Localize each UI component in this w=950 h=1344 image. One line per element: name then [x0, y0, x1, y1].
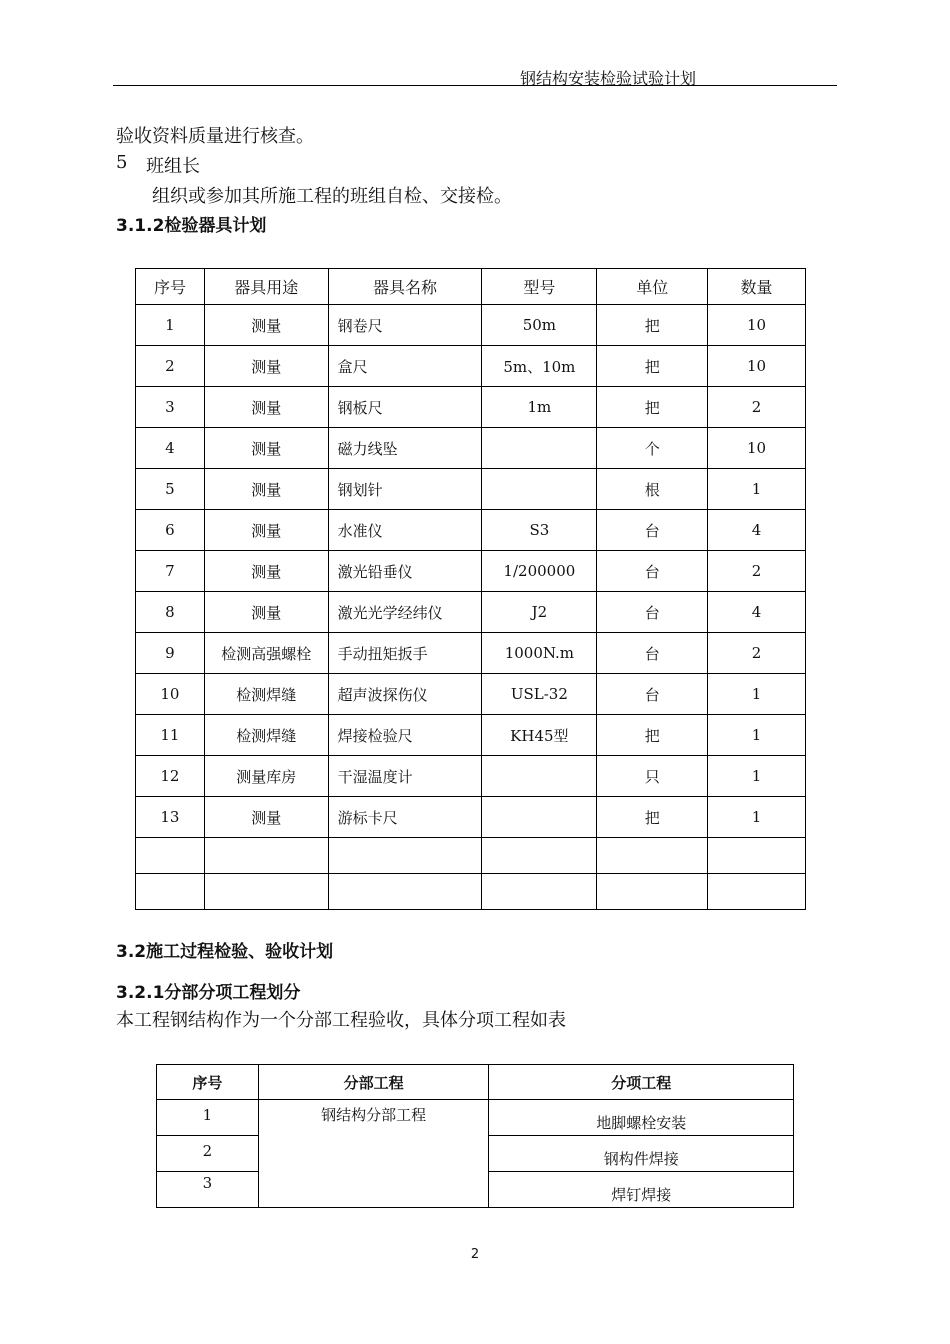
table-row: [136, 633, 806, 674]
row-number: 9: [136, 633, 205, 674]
empty-cell: [482, 838, 597, 874]
row-number: 6: [136, 510, 205, 551]
tool-purpose: 测量: [204, 469, 328, 510]
sub-item-name: 焊钉焊接: [489, 1172, 794, 1208]
tool-purpose: 测量: [204, 510, 328, 551]
tools-table: [135, 268, 806, 910]
tool-model: 5m、10m: [482, 346, 597, 387]
tool-unit: 台: [597, 674, 708, 715]
tool-name: 盒尺: [328, 346, 482, 387]
header-divider: [113, 85, 837, 86]
table-row: [136, 551, 806, 592]
empty-cell: [597, 838, 708, 874]
section-3-2-1-text: 本工程钢结构作为一个分部工程验收，具体分项工程如表: [116, 1010, 566, 1031]
row-number: 1: [157, 1100, 259, 1136]
table-row: [136, 797, 806, 838]
tool-name: 磁力线坠: [328, 428, 482, 469]
tool-model: [482, 428, 597, 469]
row-number: 12: [136, 756, 205, 797]
section-3-2-1-heading: 3.2.1分部分项工程划分: [116, 983, 301, 1003]
tool-purpose: 测量库房: [204, 756, 328, 797]
tool-unit: 台: [597, 551, 708, 592]
empty-cell: [328, 838, 482, 874]
tool-model: 1000N.m: [482, 633, 597, 674]
tool-unit: 台: [597, 592, 708, 633]
row-number: 5: [136, 469, 205, 510]
header-cell: 分项工程: [489, 1065, 794, 1100]
page-header-title: 钢结构安装检验试验计划: [520, 69, 697, 88]
empty-cell: [204, 838, 328, 874]
tool-unit: 台: [597, 633, 708, 674]
tool-unit: 根: [597, 469, 708, 510]
tool-quantity: 2: [708, 387, 806, 428]
tool-name: 激光光学经纬仪: [328, 592, 482, 633]
table-row: [136, 715, 806, 756]
tool-purpose: 检测焊缝: [204, 674, 328, 715]
header-cell: 数量: [708, 269, 806, 305]
item-5-description: 组织或参加其所施工程的班组自检、交接检。: [152, 186, 512, 207]
tool-model: 1/200000: [482, 551, 597, 592]
tool-quantity: 10: [708, 305, 806, 346]
row-number: 10: [136, 674, 205, 715]
tool-purpose: 检测焊缝: [204, 715, 328, 756]
empty-cell: [482, 874, 597, 910]
tools-table-header-row: [136, 269, 806, 305]
row-number: 1: [136, 305, 205, 346]
table-row: [136, 469, 806, 510]
empty-cell: [708, 838, 806, 874]
table-row: [136, 756, 806, 797]
tool-model: S3: [482, 510, 597, 551]
table-row: [136, 346, 806, 387]
tool-model: J2: [482, 592, 597, 633]
section-3-1-2-heading: 3.1.2检验器具计划: [116, 216, 267, 236]
header-cell: 分部工程: [258, 1065, 489, 1100]
tool-name: 激光铅垂仪: [328, 551, 482, 592]
tool-quantity: 1: [708, 797, 806, 838]
row-number: 2: [157, 1136, 259, 1172]
tool-unit: 把: [597, 387, 708, 428]
tool-model: KH45型: [482, 715, 597, 756]
tool-quantity: 1: [708, 756, 806, 797]
page-number: 2: [470, 1247, 480, 1262]
tool-name: 焊接检验尺: [328, 715, 482, 756]
table-row: [157, 1100, 794, 1136]
tool-unit: 把: [597, 305, 708, 346]
header-cell: 器具用途: [204, 269, 328, 305]
tool-name: 超声波探伤仪: [328, 674, 482, 715]
body-line-1: 验收资料质量进行核查。: [116, 126, 314, 147]
tool-quantity: 10: [708, 346, 806, 387]
tool-unit: 只: [597, 756, 708, 797]
row-number: 3: [136, 387, 205, 428]
tool-quantity: 2: [708, 551, 806, 592]
header-cell: 型号: [482, 269, 597, 305]
table-row: [136, 592, 806, 633]
tool-quantity: 10: [708, 428, 806, 469]
tool-unit: 把: [597, 797, 708, 838]
tool-unit: 把: [597, 715, 708, 756]
tool-name: 水准仪: [328, 510, 482, 551]
table-row: [136, 510, 806, 551]
tool-model: [482, 469, 597, 510]
tool-unit: 个: [597, 428, 708, 469]
row-number: 3: [157, 1172, 259, 1208]
tool-name: 手动扭矩扳手: [328, 633, 482, 674]
table-row: [136, 428, 806, 469]
tool-name: 干湿温度计: [328, 756, 482, 797]
tool-model: [482, 756, 597, 797]
tool-unit: 把: [597, 346, 708, 387]
tool-purpose: 测量: [204, 551, 328, 592]
table-row: [136, 387, 806, 428]
tool-quantity: 1: [708, 715, 806, 756]
tool-model: USL-32: [482, 674, 597, 715]
empty-table-row: [136, 874, 806, 910]
tool-purpose: 检测高强螺栓: [204, 633, 328, 674]
empty-cell: [328, 874, 482, 910]
row-number: 4: [136, 428, 205, 469]
tool-name: 钢卷尺: [328, 305, 482, 346]
tool-model: 1m: [482, 387, 597, 428]
tool-quantity: 1: [708, 674, 806, 715]
tool-quantity: 4: [708, 592, 806, 633]
header-cell: 序号: [157, 1065, 259, 1100]
header-cell: 器具名称: [328, 269, 482, 305]
empty-cell: [597, 874, 708, 910]
table-row: [136, 674, 806, 715]
division-table-header-row: [157, 1065, 794, 1100]
row-number: 11: [136, 715, 205, 756]
division-table: [156, 1064, 794, 1208]
sub-item-name: 钢构件焊接: [489, 1136, 794, 1172]
division-name: 钢结构分部工程: [258, 1100, 489, 1208]
empty-cell: [136, 838, 205, 874]
row-number: 2: [136, 346, 205, 387]
tool-model: [482, 797, 597, 838]
item-5-title: 班组长: [146, 156, 200, 177]
tool-purpose: 测量: [204, 305, 328, 346]
header-cell: 序号: [136, 269, 205, 305]
tool-unit: 台: [597, 510, 708, 551]
tool-name: 游标卡尺: [328, 797, 482, 838]
row-number: 7: [136, 551, 205, 592]
tool-quantity: 2: [708, 633, 806, 674]
tool-quantity: 1: [708, 469, 806, 510]
empty-cell: [136, 874, 205, 910]
section-3-2-heading: 3.2施工过程检验、验收计划: [116, 942, 334, 962]
empty-cell: [708, 874, 806, 910]
tool-purpose: 测量: [204, 797, 328, 838]
tool-quantity: 4: [708, 510, 806, 551]
tool-purpose: 测量: [204, 592, 328, 633]
empty-table-row: [136, 838, 806, 874]
tool-purpose: 测量: [204, 428, 328, 469]
item-5-number: 5: [116, 152, 128, 173]
tool-purpose: 测量: [204, 387, 328, 428]
tool-model: 50m: [482, 305, 597, 346]
empty-cell: [204, 874, 328, 910]
row-number: 13: [136, 797, 205, 838]
tool-name: 钢板尺: [328, 387, 482, 428]
table-row: [136, 305, 806, 346]
header-cell: 单位: [597, 269, 708, 305]
tool-purpose: 测量: [204, 346, 328, 387]
sub-item-name: 地脚螺栓安装: [489, 1100, 794, 1136]
row-number: 8: [136, 592, 205, 633]
tool-name: 钢划针: [328, 469, 482, 510]
